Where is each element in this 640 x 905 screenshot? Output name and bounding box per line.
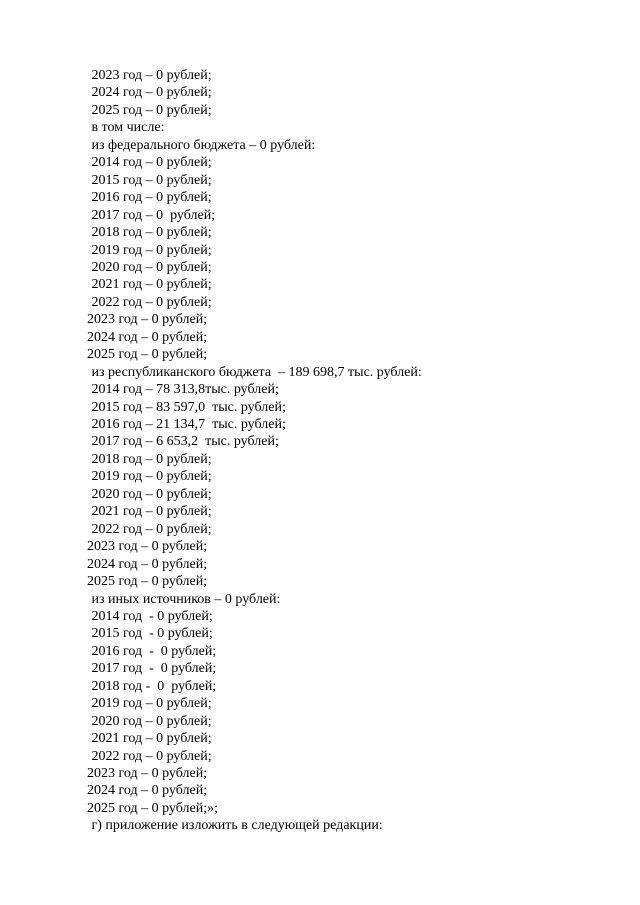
text-line: 2020 год – 0 рублей; — [88, 487, 212, 502]
text-line: 2025 год – 0 рублей; — [88, 103, 212, 118]
text-line: 2015 год - 0 рублей; — [88, 626, 213, 641]
text-line: 2025 год – 0 рублей; — [87, 347, 208, 362]
text-line: 2014 год – 0 рублей; — [88, 155, 212, 170]
text-line: 2017 год - 0 рублей; — [88, 661, 217, 676]
text-line: 2023 год – 0 рублей; — [87, 312, 208, 327]
text-line: 2022 год – 0 рублей; — [88, 522, 212, 537]
text-line: из иных источников – 0 рублей: — [88, 592, 281, 607]
text-line: 2023 год – 0 рублей; — [87, 766, 208, 781]
text-line: 2021 год – 0 рублей; — [88, 277, 212, 292]
text-line: 2019 год – 0 рублей; — [88, 469, 212, 484]
text-line: 2023 год – 0 рублей; — [87, 539, 208, 554]
text-line: 2025 год – 0 рублей;»; — [87, 801, 218, 816]
text-line: в том числе: — [88, 120, 165, 135]
text-line: 2016 год - 0 рублей; — [88, 644, 217, 659]
text-line: 2022 год – 0 рублей; — [88, 295, 212, 310]
text-line: из федерального бюджета – 0 рублей: — [88, 138, 316, 153]
text-line: 2024 год – 0 рублей; — [87, 783, 208, 798]
text-line: 2024 год – 0 рублей; — [87, 557, 208, 572]
text-line: из республиканского бюджета – 189 698,7 тыс. рублей: — [88, 365, 422, 380]
text-line: 2016 год – 21 134,7 тыс. рублей; — [88, 417, 286, 432]
text-line: 2019 год – 0 рублей; — [88, 696, 212, 711]
text-line: 2020 год – 0 рублей; — [88, 260, 212, 275]
text-line: 2018 год – 0 рублей; — [88, 225, 212, 240]
text-line: 2018 год - 0 рублей; — [88, 679, 217, 694]
text-line: 2023 год – 0 рублей; — [88, 68, 212, 83]
text-line: 2021 год – 0 рублей; — [88, 504, 212, 519]
text-line: 2014 год – 78 313,8тыс. рублей; — [88, 382, 279, 397]
text-line: 2016 год – 0 рублей; — [88, 190, 212, 205]
text-line: 2017 год – 0 рублей; — [88, 208, 216, 223]
text-line: 2021 год – 0 рублей; — [88, 731, 212, 746]
text-line: 2020 год – 0 рублей; — [88, 714, 212, 729]
text-line: 2022 год – 0 рублей; — [88, 749, 212, 764]
text-line: 2019 год – 0 рублей; — [88, 243, 212, 258]
text-line: 2024 год – 0 рублей; — [88, 85, 212, 100]
text-line: 2014 год - 0 рублей; — [88, 609, 213, 624]
text-line: г) приложение изложить в следующей редакции: — [88, 818, 383, 833]
text-line: 2025 год – 0 рублей; — [87, 574, 208, 589]
text-line: 2018 год – 0 рублей; — [88, 452, 212, 467]
text-line: 2015 год – 83 597,0 тыс. рублей; — [88, 400, 286, 415]
text-line: 2015 год – 0 рублей; — [88, 173, 212, 188]
text-line: 2017 год – 6 653,2 тыс. рублей; — [88, 434, 279, 449]
text-line: 2024 год – 0 рублей; — [87, 330, 208, 345]
